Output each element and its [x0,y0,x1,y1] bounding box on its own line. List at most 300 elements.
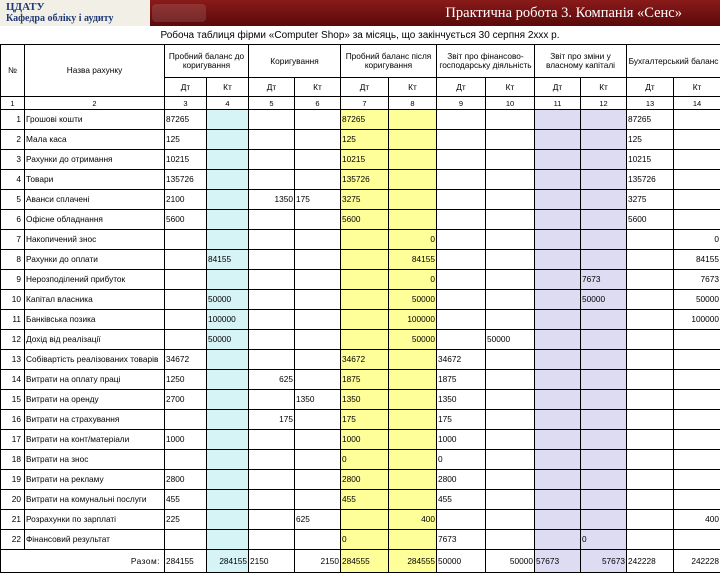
value-cell [207,230,249,250]
value-cell: 87265 [341,110,389,130]
row-number: 2 [1,130,25,150]
value-cell [674,490,720,510]
total-cell: 57673 [581,550,627,573]
value-cell [486,350,535,370]
value-cell [295,230,341,250]
row-number: 10 [1,290,25,310]
value-cell [627,370,674,390]
value-cell [581,150,627,170]
total-cell: 242228 [674,550,720,573]
row-number: 15 [1,390,25,410]
value-cell: 1350 [295,390,341,410]
value-cell [486,230,535,250]
value-cell [437,270,486,290]
value-cell [295,130,341,150]
value-cell [207,350,249,370]
value-cell [535,190,581,210]
row-number: 7 [1,230,25,250]
value-cell: 2800 [165,470,207,490]
value-cell [437,330,486,350]
value-cell [581,310,627,330]
table-row [1,430,720,450]
header-kt: Кт [207,78,249,97]
value-cell [535,430,581,450]
row-number: 13 [1,350,25,370]
row-number: 18 [1,450,25,470]
value-cell [674,190,720,210]
value-cell [535,330,581,350]
header-kt: Кт [486,78,535,97]
header-kt: Кт [295,78,341,97]
value-cell [581,230,627,250]
value-cell [627,270,674,290]
account-name: Банківська позика [25,310,165,330]
table-row [1,210,720,230]
value-cell [486,290,535,310]
value-cell: 50000 [207,290,249,310]
value-cell [486,510,535,530]
row-number: 21 [1,510,25,530]
account-name: Товари [25,170,165,190]
account-name: Мала каса [25,130,165,150]
value-cell [437,190,486,210]
value-cell [535,270,581,290]
value-cell [295,110,341,130]
header-no: № [1,45,25,97]
row-number: 17 [1,430,25,450]
column-number: 14 [674,97,720,110]
value-cell [674,390,720,410]
value-cell [295,150,341,170]
value-cell [165,410,207,430]
value-cell: 455 [437,490,486,510]
value-cell [295,430,341,450]
value-cell [249,210,295,230]
header-dt: Дт [165,78,207,97]
value-cell: 50000 [674,290,720,310]
value-cell: 2800 [437,470,486,490]
value-cell [486,430,535,450]
row-number: 14 [1,370,25,390]
value-cell [249,250,295,270]
column-number: 6 [295,97,341,110]
value-cell [627,470,674,490]
value-cell [437,130,486,150]
value-cell: 2700 [165,390,207,410]
value-cell: 87265 [165,110,207,130]
row-number: 16 [1,410,25,430]
value-cell [295,170,341,190]
value-cell [627,350,674,370]
value-cell [674,370,720,390]
account-name: Рахунки до оплати [25,250,165,270]
account-name: Дохід від реалізації [25,330,165,350]
table-row [1,110,720,130]
row-number: 19 [1,470,25,490]
account-name: Аванси сплачені [25,190,165,210]
value-cell [581,510,627,530]
value-cell: 135726 [627,170,674,190]
value-cell [389,430,437,450]
row-number: 12 [1,330,25,350]
value-cell [627,250,674,270]
value-cell: 50000 [581,290,627,310]
value-cell [437,230,486,250]
value-cell [486,170,535,190]
account-name: Розрахунки по зарплаті [25,510,165,530]
value-cell: 5600 [627,210,674,230]
header-dt: Дт [627,78,674,97]
account-name: Витрати на знос [25,450,165,470]
value-cell [627,290,674,310]
value-cell [535,170,581,190]
header-bar [0,0,720,26]
value-cell [295,310,341,330]
value-cell [674,170,720,190]
value-cell [674,330,720,350]
worksheet-table [0,44,720,573]
value-cell [535,510,581,530]
value-cell [486,490,535,510]
value-cell [207,210,249,230]
value-cell [486,190,535,210]
value-cell [437,210,486,230]
value-cell [207,370,249,390]
row-number: 1 [1,110,25,130]
value-cell [389,350,437,370]
value-cell [535,290,581,310]
value-cell [295,250,341,270]
value-cell: 400 [389,510,437,530]
value-cell [389,390,437,410]
value-cell [535,250,581,270]
value-cell: 50000 [389,290,437,310]
value-cell [581,490,627,510]
value-cell [249,150,295,170]
value-cell [535,150,581,170]
value-cell: 0 [674,230,720,250]
value-cell [437,310,486,330]
value-cell [535,450,581,470]
total-row [1,550,720,573]
value-cell [437,250,486,270]
value-cell: 175 [249,410,295,430]
value-cell: 125 [165,130,207,150]
value-cell [674,210,720,230]
value-cell [486,370,535,390]
value-cell [249,490,295,510]
value-cell: 225 [165,510,207,530]
header-dt: Дт [535,78,581,97]
value-cell: 100000 [207,310,249,330]
account-name: Капітал власника [25,290,165,310]
value-cell [249,170,295,190]
value-cell [486,130,535,150]
value-cell [207,490,249,510]
header-fin-result: Звіт про фінансово-господарську діяльність [437,45,535,78]
header-kt: Кт [674,78,720,97]
value-cell: 7673 [674,270,720,290]
value-cell: 135726 [341,170,389,190]
value-cell: 2800 [341,470,389,490]
value-cell [581,170,627,190]
value-cell [207,430,249,450]
column-number: 4 [207,97,249,110]
value-cell: 1000 [165,430,207,450]
table-row [1,410,720,430]
value-cell: 5600 [165,210,207,230]
column-number: 13 [627,97,674,110]
value-cell [249,270,295,290]
logo-line1: ЦДАТУ [6,1,45,13]
value-cell: 175 [295,190,341,210]
value-cell [165,270,207,290]
value-cell: 10215 [627,150,674,170]
header-dt: Дт [341,78,389,97]
value-cell [674,110,720,130]
value-cell: 34672 [341,350,389,370]
row-number: 6 [1,210,25,230]
value-cell [535,350,581,370]
value-cell [295,350,341,370]
column-number: 8 [389,97,437,110]
value-cell [295,490,341,510]
table-row [1,470,720,490]
logo-line2: Кафедра обліку і аудиту [6,13,113,24]
account-name: Витрати на оренду [25,390,165,410]
value-cell [389,490,437,510]
page-title: Практична робота 3. Компанія «Сенс» [445,5,682,22]
value-cell: 0 [341,530,389,550]
value-cell [486,250,535,270]
value-cell [627,490,674,510]
account-name: Витрати на комунальні послуги [25,490,165,510]
value-cell [341,330,389,350]
value-cell [674,430,720,450]
value-cell [249,450,295,470]
table-row [1,230,720,250]
value-cell [295,450,341,470]
column-number: 7 [341,97,389,110]
value-cell [535,390,581,410]
value-cell [207,110,249,130]
header-balance: Бухгалтерський баланс [627,45,720,78]
value-cell: 84155 [207,250,249,270]
table-row [1,170,720,190]
value-cell [249,510,295,530]
table-row [1,370,720,390]
value-cell [389,470,437,490]
value-cell [581,250,627,270]
value-cell: 1000 [341,430,389,450]
total-cell: 242228 [627,550,674,573]
value-cell [581,390,627,410]
table-row [1,190,720,210]
value-cell: 5600 [341,210,389,230]
value-cell [207,270,249,290]
value-cell [249,390,295,410]
value-cell [389,150,437,170]
value-cell [295,210,341,230]
value-cell: 175 [341,410,389,430]
value-cell [341,230,389,250]
column-number: 9 [437,97,486,110]
value-cell [627,510,674,530]
value-cell [581,470,627,490]
value-cell [581,190,627,210]
header-kt: Кт [389,78,437,97]
value-cell [486,470,535,490]
account-name: Витрати на страхування [25,410,165,430]
value-cell [165,290,207,310]
value-cell: 50000 [207,330,249,350]
value-cell: 1875 [341,370,389,390]
value-cell: 455 [165,490,207,510]
total-cell: 57673 [535,550,581,573]
value-cell [249,330,295,350]
header-emblem [152,4,206,22]
value-cell [207,190,249,210]
table-row [1,510,720,530]
value-cell: 10215 [165,150,207,170]
value-cell: 84155 [389,250,437,270]
table-row [1,250,720,270]
header-account-name: Назва рахунку [25,45,165,97]
value-cell [437,290,486,310]
value-cell [535,110,581,130]
total-cell: 50000 [486,550,535,573]
value-cell [437,510,486,530]
column-number: 10 [486,97,535,110]
value-cell [249,130,295,150]
value-cell [341,250,389,270]
value-cell [389,410,437,430]
value-cell [207,470,249,490]
value-cell: 3275 [627,190,674,210]
value-cell: 1350 [437,390,486,410]
value-cell [389,130,437,150]
account-name: Накопичений знос [25,230,165,250]
value-cell: 7673 [581,270,627,290]
value-cell: 175 [437,410,486,430]
value-cell: 400 [674,510,720,530]
value-cell [674,450,720,470]
value-cell [341,270,389,290]
value-cell [674,130,720,150]
value-cell [295,270,341,290]
value-cell: 7673 [437,530,486,550]
value-cell [627,450,674,470]
value-cell [437,150,486,170]
value-cell [674,350,720,370]
table-row [1,490,720,510]
column-number: 2 [25,97,165,110]
table-row [1,310,720,330]
value-cell [165,330,207,350]
account-name: Витрати на рекламу [25,470,165,490]
total-label: Разом: [1,550,165,573]
row-number: 5 [1,190,25,210]
value-cell [627,410,674,430]
value-cell: 0 [341,450,389,470]
value-cell [207,450,249,470]
value-cell [341,290,389,310]
value-cell [341,310,389,330]
account-name: Грошові кошти [25,110,165,130]
total-cell: 284555 [341,550,389,573]
table-row [1,350,720,370]
value-cell: 50000 [486,330,535,350]
value-cell: 1350 [341,390,389,410]
table-row [1,150,720,170]
column-number: 3 [165,97,207,110]
value-cell: 1875 [437,370,486,390]
total-cell: 2150 [295,550,341,573]
row-number: 3 [1,150,25,170]
value-cell [535,210,581,230]
column-number: 1 [1,97,25,110]
value-cell [581,410,627,430]
total-cell: 2150 [249,550,295,573]
value-cell [341,510,389,530]
value-cell: 10215 [341,150,389,170]
value-cell: 0 [581,530,627,550]
header-trial-before: Пробний баланс до коригування [165,45,249,78]
value-cell [627,390,674,410]
value-cell [389,110,437,130]
value-cell [389,170,437,190]
account-name: Рахунки до отримання [25,150,165,170]
row-number: 22 [1,530,25,550]
value-cell [389,370,437,390]
table-row [1,130,720,150]
value-cell [535,130,581,150]
value-cell [486,110,535,130]
value-cell [581,370,627,390]
value-cell [581,210,627,230]
row-number: 4 [1,170,25,190]
value-cell [207,410,249,430]
value-cell: 84155 [674,250,720,270]
value-cell [389,210,437,230]
value-cell [249,430,295,450]
row-number: 8 [1,250,25,270]
value-cell: 0 [389,270,437,290]
value-cell [207,130,249,150]
table-subtitle: Робоча таблиця фірми «Computer Shop» за місяць, що закінчується 30 серпня 2ххх р. [0,30,720,41]
row-number: 9 [1,270,25,290]
value-cell [295,370,341,390]
value-cell [535,370,581,390]
value-cell [627,430,674,450]
value-cell: 625 [295,510,341,530]
table-row [1,390,720,410]
value-cell [207,510,249,530]
value-cell [535,490,581,510]
value-cell [627,230,674,250]
value-cell [627,310,674,330]
total-cell: 284555 [389,550,437,573]
value-cell [486,390,535,410]
value-cell [165,230,207,250]
value-cell [486,210,535,230]
total-cell: 284155 [207,550,249,573]
value-cell: 455 [341,490,389,510]
value-cell: 2100 [165,190,207,210]
value-cell: 1250 [165,370,207,390]
value-cell [295,330,341,350]
value-cell [486,410,535,430]
